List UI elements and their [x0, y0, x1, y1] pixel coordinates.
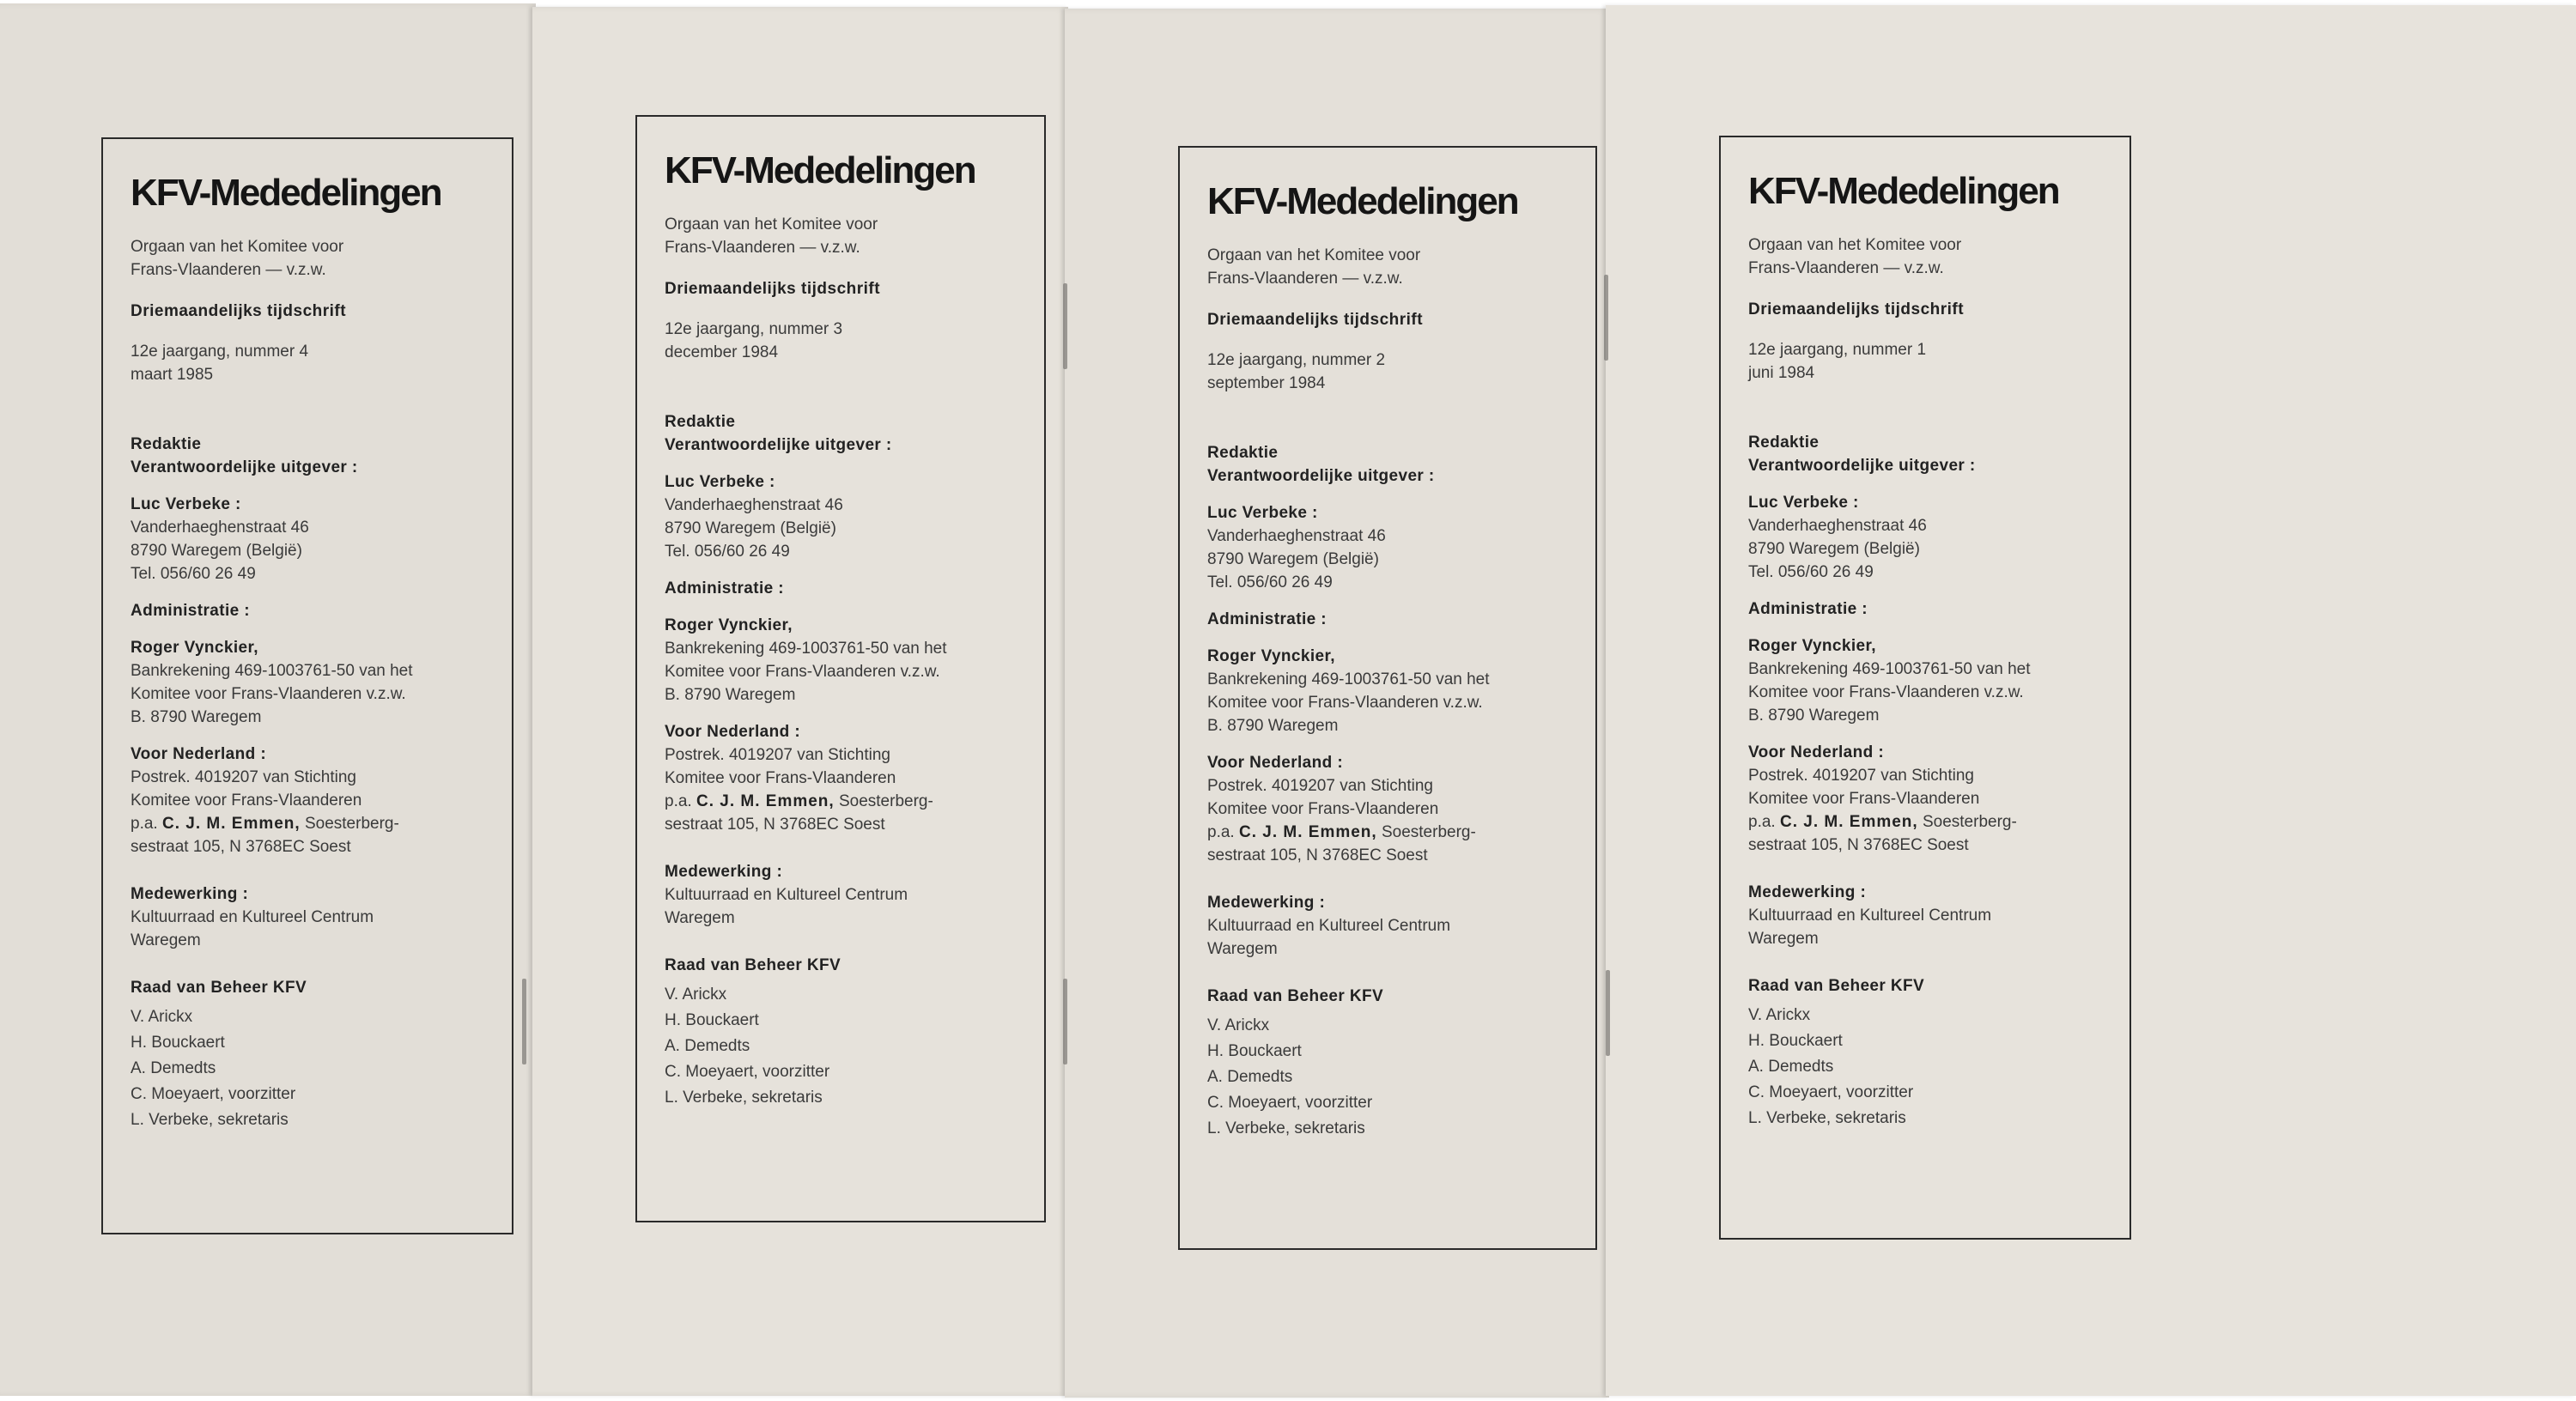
colophon-box [635, 115, 1046, 1222]
care-of: p.a. [1207, 823, 1235, 841]
foundation-name: Komitee voor Frans-Vlaanderen [1748, 790, 1980, 808]
board-member: V. Arickx [665, 986, 727, 1004]
cooperation-block [1207, 891, 1571, 961]
board-members [1748, 1003, 2105, 1131]
board-members [1207, 1013, 1571, 1142]
magazine-title: KFV-Mededelingen [1207, 180, 1518, 222]
administration-heading: Administratie : [1207, 610, 1327, 628]
frequency-label: Driemaandelijks tijdschrift [131, 302, 347, 320]
netherlands-details [1748, 764, 2105, 857]
board-heading: Raad van Beheer KFV [665, 956, 841, 974]
netherlands-heading: Voor Nederland : [131, 745, 267, 763]
cooperation-heading: Medewerking : [1748, 883, 1867, 901]
care-of: p.a. [1748, 813, 1776, 831]
cooperation-details [1748, 904, 2105, 950]
issue-info [131, 340, 488, 386]
editor-block [665, 470, 1020, 563]
frequency-label: Driemaandelijks tijdschrift [1748, 300, 1965, 318]
board-member: V. Arickx [1748, 1006, 1811, 1024]
editor-street: Vanderhaeghenstraat 46 [131, 519, 309, 537]
editor-name: Luc Verbeke : [665, 473, 775, 491]
cooperation-heading: Medewerking : [665, 863, 783, 881]
street-part-1: Soesterberg- [1922, 813, 2017, 831]
magazine-title: KFV-Mededelingen [1748, 170, 2059, 212]
administration-city: B. 8790 Waregem [665, 686, 796, 704]
administration-details [665, 637, 1020, 707]
redaktie-heading: Redaktie [131, 435, 202, 453]
publisher-heading: Verantwoordelijke uitgever : [665, 436, 892, 454]
contact-line [1207, 821, 1571, 844]
street-part-1: Soesterberg- [304, 815, 399, 833]
issue-date: september 1984 [1207, 374, 1326, 392]
board-member: L. Verbeke, sekretaris [1748, 1109, 1906, 1127]
editor-address [131, 516, 488, 585]
account-holder: Komitee voor Frans-Vlaanderen v.z.w. [665, 663, 940, 681]
editor-name: Luc Verbeke : [1748, 494, 1859, 512]
redaktie-heading: Redaktie [1748, 434, 1820, 452]
staple-mark [1063, 979, 1067, 1064]
administration-city: B. 8790 Waregem [1748, 707, 1880, 725]
issue-date: december 1984 [665, 343, 779, 361]
street-part-1: Soesterberg- [1381, 823, 1476, 841]
cooperation-heading: Medewerking : [1207, 894, 1326, 912]
netherlands-heading: Voor Nederland : [665, 723, 801, 741]
publisher-heading: Verantwoordelijke uitgever : [1207, 467, 1435, 485]
frequency-label: Driemaandelijks tijdschrift [1207, 311, 1424, 329]
editor-city: 8790 Waregem (België) [665, 519, 836, 537]
editor-name: Luc Verbeke : [131, 495, 241, 513]
publisher-line-2: Frans-Vlaanderen — v.z.w. [665, 239, 860, 257]
staple-mark [1604, 275, 1608, 361]
board-member: H. Bouckaert [1207, 1042, 1302, 1060]
publisher-heading: Verantwoordelijke uitgever : [1748, 457, 1976, 475]
street-part-2: sestraat 105, N 3768EC Soest [1748, 836, 1969, 854]
editor-phone: Tel. 056/60 26 49 [131, 565, 256, 583]
foundation-name: Komitee voor Frans-Vlaanderen [1207, 800, 1439, 818]
netherlands-details [131, 766, 488, 858]
cooperation-line-1: Kultuurraad en Kultureel Centrum [665, 886, 908, 904]
foundation-name: Komitee voor Frans-Vlaanderen [665, 769, 896, 787]
cooperation-heading: Medewerking : [131, 885, 249, 903]
care-of: p.a. [665, 792, 692, 810]
board-member: C. Moeyaert, voorzitter [1207, 1094, 1373, 1112]
editor-street: Vanderhaeghenstraat 46 [665, 496, 843, 514]
redaktie-heading: Redaktie [1207, 444, 1279, 462]
editor-phone: Tel. 056/60 26 49 [1748, 563, 1874, 581]
issue-date: juni 1984 [1748, 364, 1815, 382]
cooperation-details [1207, 914, 1571, 961]
netherlands-heading: Voor Nederland : [1207, 754, 1344, 772]
account-holder: Komitee voor Frans-Vlaanderen v.z.w. [131, 685, 406, 703]
cooperation-details [131, 906, 488, 952]
bank-account: Bankrekening 469-1003761-50 van het [1207, 670, 1490, 688]
administration-block [1207, 645, 1571, 737]
netherlands-block [131, 743, 488, 858]
contact-name: C. J. M. Emmen, [1779, 813, 1918, 831]
administration-details [1748, 658, 2105, 727]
street-part-2: sestraat 105, N 3768EC Soest [665, 816, 885, 834]
publisher-line-2: Frans-Vlaanderen — v.z.w. [1207, 270, 1403, 288]
board-block [1748, 974, 2105, 1131]
publisher-line [665, 213, 1020, 259]
board-member: L. Verbeke, sekretaris [665, 1089, 823, 1107]
netherlands-heading: Voor Nederland : [1748, 743, 1885, 761]
editor-address [665, 494, 1020, 563]
staple-mark [1063, 283, 1067, 369]
netherlands-block [1748, 741, 2105, 857]
cooperation-line-2: Waregem [1748, 930, 1819, 948]
board-member: A. Demedts [1207, 1068, 1293, 1086]
administration-city: B. 8790 Waregem [131, 708, 262, 726]
administrator-name: Roger Vynckier, [665, 616, 793, 634]
administration-heading: Administratie : [665, 579, 785, 597]
editor-block [1207, 501, 1571, 594]
editor-phone: Tel. 056/60 26 49 [665, 543, 790, 561]
administration-details [131, 659, 488, 729]
editor-address [1748, 514, 2105, 584]
account-holder: Komitee voor Frans-Vlaanderen v.z.w. [1207, 694, 1483, 712]
bank-account: Bankrekening 469-1003761-50 van het [131, 662, 413, 680]
editor-street: Vanderhaeghenstraat 46 [1207, 527, 1386, 545]
staple-mark [522, 979, 526, 1064]
board-member: A. Demedts [131, 1059, 216, 1077]
street-part-2: sestraat 105, N 3768EC Soest [1207, 846, 1428, 864]
contact-name: C. J. M. Emmen, [696, 792, 835, 810]
care-of: p.a. [131, 815, 158, 833]
postal-account: Postrek. 4019207 van Stichting [131, 768, 357, 786]
contact-line [1748, 810, 2105, 834]
board-block [131, 976, 488, 1133]
contact-line [131, 812, 488, 835]
postal-account: Postrek. 4019207 van Stichting [665, 746, 891, 764]
editor-name: Luc Verbeke : [1207, 504, 1318, 522]
board-members [665, 982, 1020, 1111]
administration-block [665, 614, 1020, 707]
cooperation-line-2: Waregem [1207, 940, 1278, 958]
board-member: H. Bouckaert [131, 1034, 225, 1052]
administrator-name: Roger Vynckier, [1748, 637, 1876, 655]
administration-block [131, 636, 488, 729]
board-member: A. Demedts [665, 1037, 750, 1055]
editor-street: Vanderhaeghenstraat 46 [1748, 517, 1927, 535]
volume-number: 12e jaargang, nummer 4 [131, 343, 309, 361]
board-member: C. Moeyaert, voorzitter [131, 1085, 296, 1103]
administration-heading: Administratie : [1748, 600, 1868, 618]
cooperation-line-1: Kultuurraad en Kultureel Centrum [131, 908, 374, 926]
magazine-title: KFV-Mededelingen [665, 149, 975, 191]
board-member: H. Bouckaert [665, 1011, 759, 1029]
publisher-line [1207, 244, 1571, 290]
postal-account: Postrek. 4019207 van Stichting [1207, 777, 1434, 795]
cooperation-line-1: Kultuurraad en Kultureel Centrum [1748, 907, 1992, 925]
volume-number: 12e jaargang, nummer 2 [1207, 351, 1386, 369]
board-member: A. Demedts [1748, 1058, 1834, 1076]
frequency-label: Driemaandelijks tijdschrift [665, 280, 881, 298]
publisher-line-1: Orgaan van het Komitee voor [1748, 236, 1962, 254]
editor-address [1207, 525, 1571, 594]
board-block [1207, 985, 1571, 1142]
issue-info [665, 318, 1020, 364]
cooperation-details [665, 883, 1020, 930]
netherlands-details [1207, 774, 1571, 867]
account-holder: Komitee voor Frans-Vlaanderen v.z.w. [1748, 683, 2024, 701]
contact-name: C. J. M. Emmen, [1238, 823, 1377, 841]
editor-block [131, 493, 488, 585]
postal-account: Postrek. 4019207 van Stichting [1748, 767, 1975, 785]
board-heading: Raad van Beheer KFV [1207, 987, 1384, 1005]
publisher-line-1: Orgaan van het Komitee voor [665, 215, 878, 234]
colophon-box [1178, 146, 1597, 1250]
publisher-line-2: Frans-Vlaanderen — v.z.w. [131, 261, 326, 279]
cooperation-line-1: Kultuurraad en Kultureel Centrum [1207, 917, 1451, 935]
publisher-line [1748, 234, 2105, 280]
street-part-2: sestraat 105, N 3768EC Soest [131, 838, 351, 856]
bank-account: Bankrekening 469-1003761-50 van het [1748, 660, 2031, 678]
street-part-1: Soesterberg- [838, 792, 933, 810]
cooperation-block [131, 882, 488, 952]
board-heading: Raad van Beheer KFV [131, 979, 307, 997]
netherlands-block [665, 720, 1020, 836]
board-block [665, 954, 1020, 1111]
board-member: H. Bouckaert [1748, 1032, 1843, 1050]
administration-city: B. 8790 Waregem [1207, 717, 1339, 735]
editor-city: 8790 Waregem (België) [131, 542, 302, 560]
netherlands-block [1207, 751, 1571, 867]
administration-heading: Administratie : [131, 602, 251, 620]
administrator-name: Roger Vynckier, [131, 639, 258, 657]
board-member: C. Moeyaert, voorzitter [1748, 1083, 1914, 1101]
contact-line [665, 790, 1020, 813]
administrator-name: Roger Vynckier, [1207, 647, 1335, 665]
volume-number: 12e jaargang, nummer 3 [665, 320, 843, 338]
contact-name: C. J. M. Emmen, [161, 815, 301, 833]
board-member: V. Arickx [131, 1008, 193, 1026]
administration-block [1748, 634, 2105, 727]
board-members [131, 1004, 488, 1133]
foundation-name: Komitee voor Frans-Vlaanderen [131, 791, 362, 810]
colophon-box [1719, 136, 2131, 1240]
cooperation-block [665, 860, 1020, 930]
board-member: V. Arickx [1207, 1016, 1270, 1034]
redaktie-heading: Redaktie [665, 413, 736, 431]
editor-phone: Tel. 056/60 26 49 [1207, 573, 1333, 591]
magazine-title: KFV-Mededelingen [131, 172, 441, 214]
issue-date: maart 1985 [131, 366, 214, 384]
cooperation-line-2: Waregem [131, 931, 201, 949]
issue-info [1748, 338, 2105, 385]
cooperation-block [1748, 881, 2105, 950]
volume-number: 12e jaargang, nummer 1 [1748, 341, 1927, 359]
issue-info [1207, 349, 1571, 395]
cooperation-line-2: Waregem [665, 909, 735, 927]
board-heading: Raad van Beheer KFV [1748, 977, 1925, 995]
publisher-line-1: Orgaan van het Komitee voor [1207, 246, 1421, 264]
publisher-line-1: Orgaan van het Komitee voor [131, 238, 344, 256]
editor-city: 8790 Waregem (België) [1207, 550, 1379, 568]
publisher-line [131, 235, 488, 282]
netherlands-details [665, 743, 1020, 836]
administration-details [1207, 668, 1571, 737]
board-member: L. Verbeke, sekretaris [1207, 1119, 1365, 1137]
editor-block [1748, 491, 2105, 584]
editor-city: 8790 Waregem (België) [1748, 540, 1920, 558]
board-member: L. Verbeke, sekretaris [131, 1111, 289, 1129]
bank-account: Bankrekening 469-1003761-50 van het [665, 640, 947, 658]
publisher-line-2: Frans-Vlaanderen — v.z.w. [1748, 259, 1944, 277]
staple-mark [1606, 970, 1610, 1056]
board-member: C. Moeyaert, voorzitter [665, 1063, 830, 1081]
colophon-box [101, 137, 513, 1234]
publisher-heading: Verantwoordelijke uitgever : [131, 458, 358, 476]
